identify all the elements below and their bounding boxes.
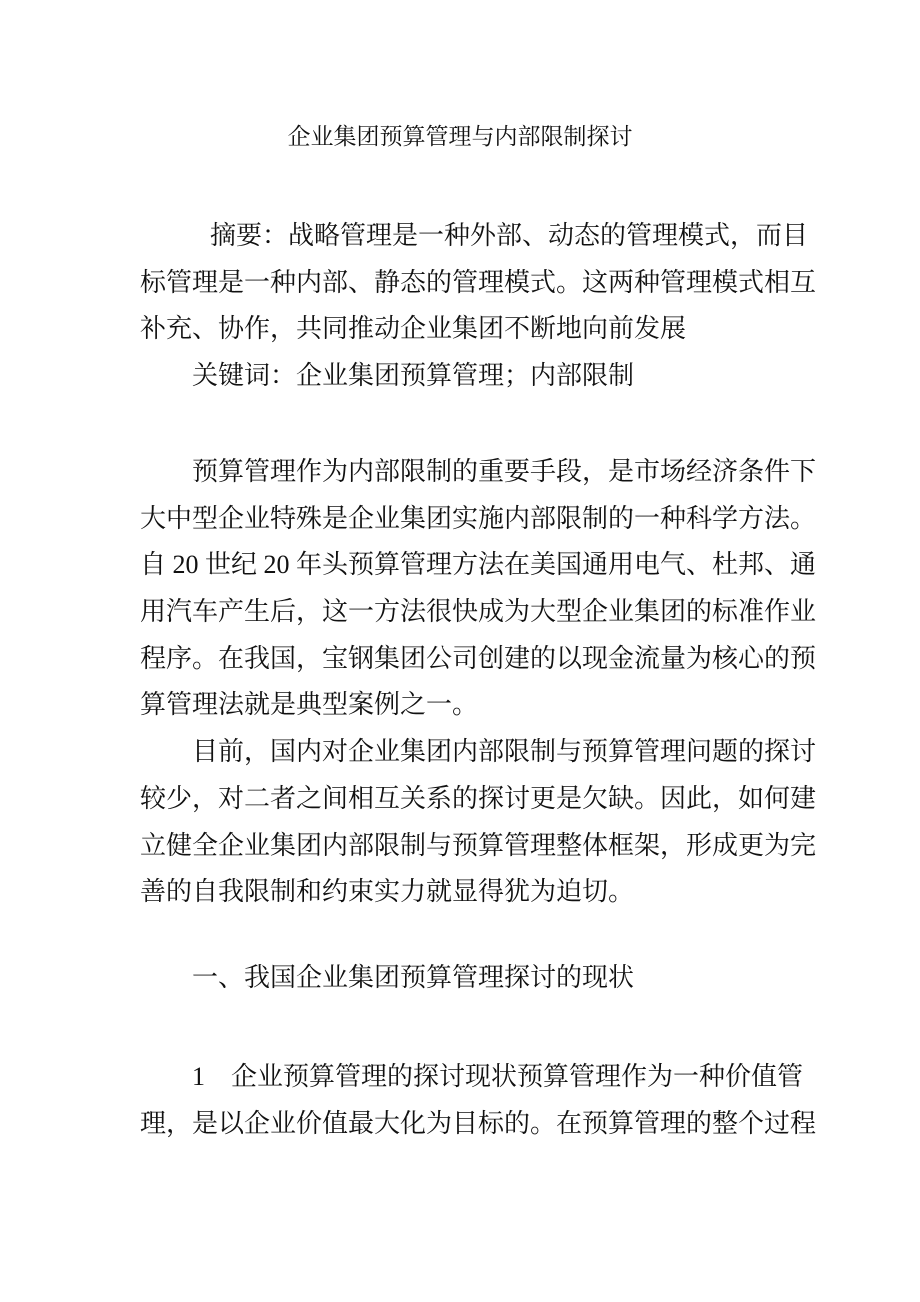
paragraph-line: 1 企业预算管理的探讨现状预算管理作为一种价值管: [192, 1062, 804, 1091]
abstract-line: 标管理是一种内部、静态的管理模式。这两种管理模式相互: [140, 267, 817, 297]
paragraph-line: 自 20 世纪 20 年头预算管理方法在美国通用电气、杜邦、通: [140, 550, 817, 580]
paragraph-line: 善的自我限制和约束实力就显得犹为迫切。: [140, 877, 635, 907]
abstract-line: 补充、协作，共同推动企业集团不断地向前发展: [140, 314, 687, 344]
abstract-line: 摘要：战略管理是一种外部、动态的管理模式，而目: [210, 221, 809, 250]
paragraph-line: 较少，对二者之间相互关系的探讨更是欠缺。因此，如何建: [140, 783, 817, 813]
keywords: 关键词：企业集团预算管理；内部限制: [192, 361, 635, 391]
paragraph-line: 目前，国内对企业集团内部限制与预算管理问题的探讨: [192, 737, 817, 767]
paragraph-line: 大中型企业特殊是企业集团实施内部限制的一种科学方法。: [140, 503, 817, 533]
paragraph-line: 预算管理作为内部限制的重要手段，是市场经济条件下: [192, 457, 817, 486]
document-title: 企业集团预算管理与内部限制探讨: [287, 124, 633, 149]
paragraph-3: [140, 1054, 817, 1147]
paragraph-line: 程序。在我国，宝钢集团公司创建的以现金流量为核心的预: [140, 643, 817, 673]
paragraph-line: 理，是以企业价值最大化为目标的。在预算管理的整个过程: [140, 1108, 817, 1138]
paragraph-line: 算管理法就是典型案例之一。: [140, 690, 479, 720]
paragraph-line: 立健全企业集团内部限制与预算管理整体框架，形成更为完: [140, 830, 817, 860]
heading-1: 一、我国企业集团预算管理探讨的现状: [192, 963, 635, 992]
paragraph-line: 用汽车产生后，这一方法很快成为大型企业集团的标准作业: [140, 597, 817, 627]
section-heading: [140, 955, 784, 1002]
paragraph-1: [140, 449, 817, 916]
abstract: [140, 213, 817, 400]
